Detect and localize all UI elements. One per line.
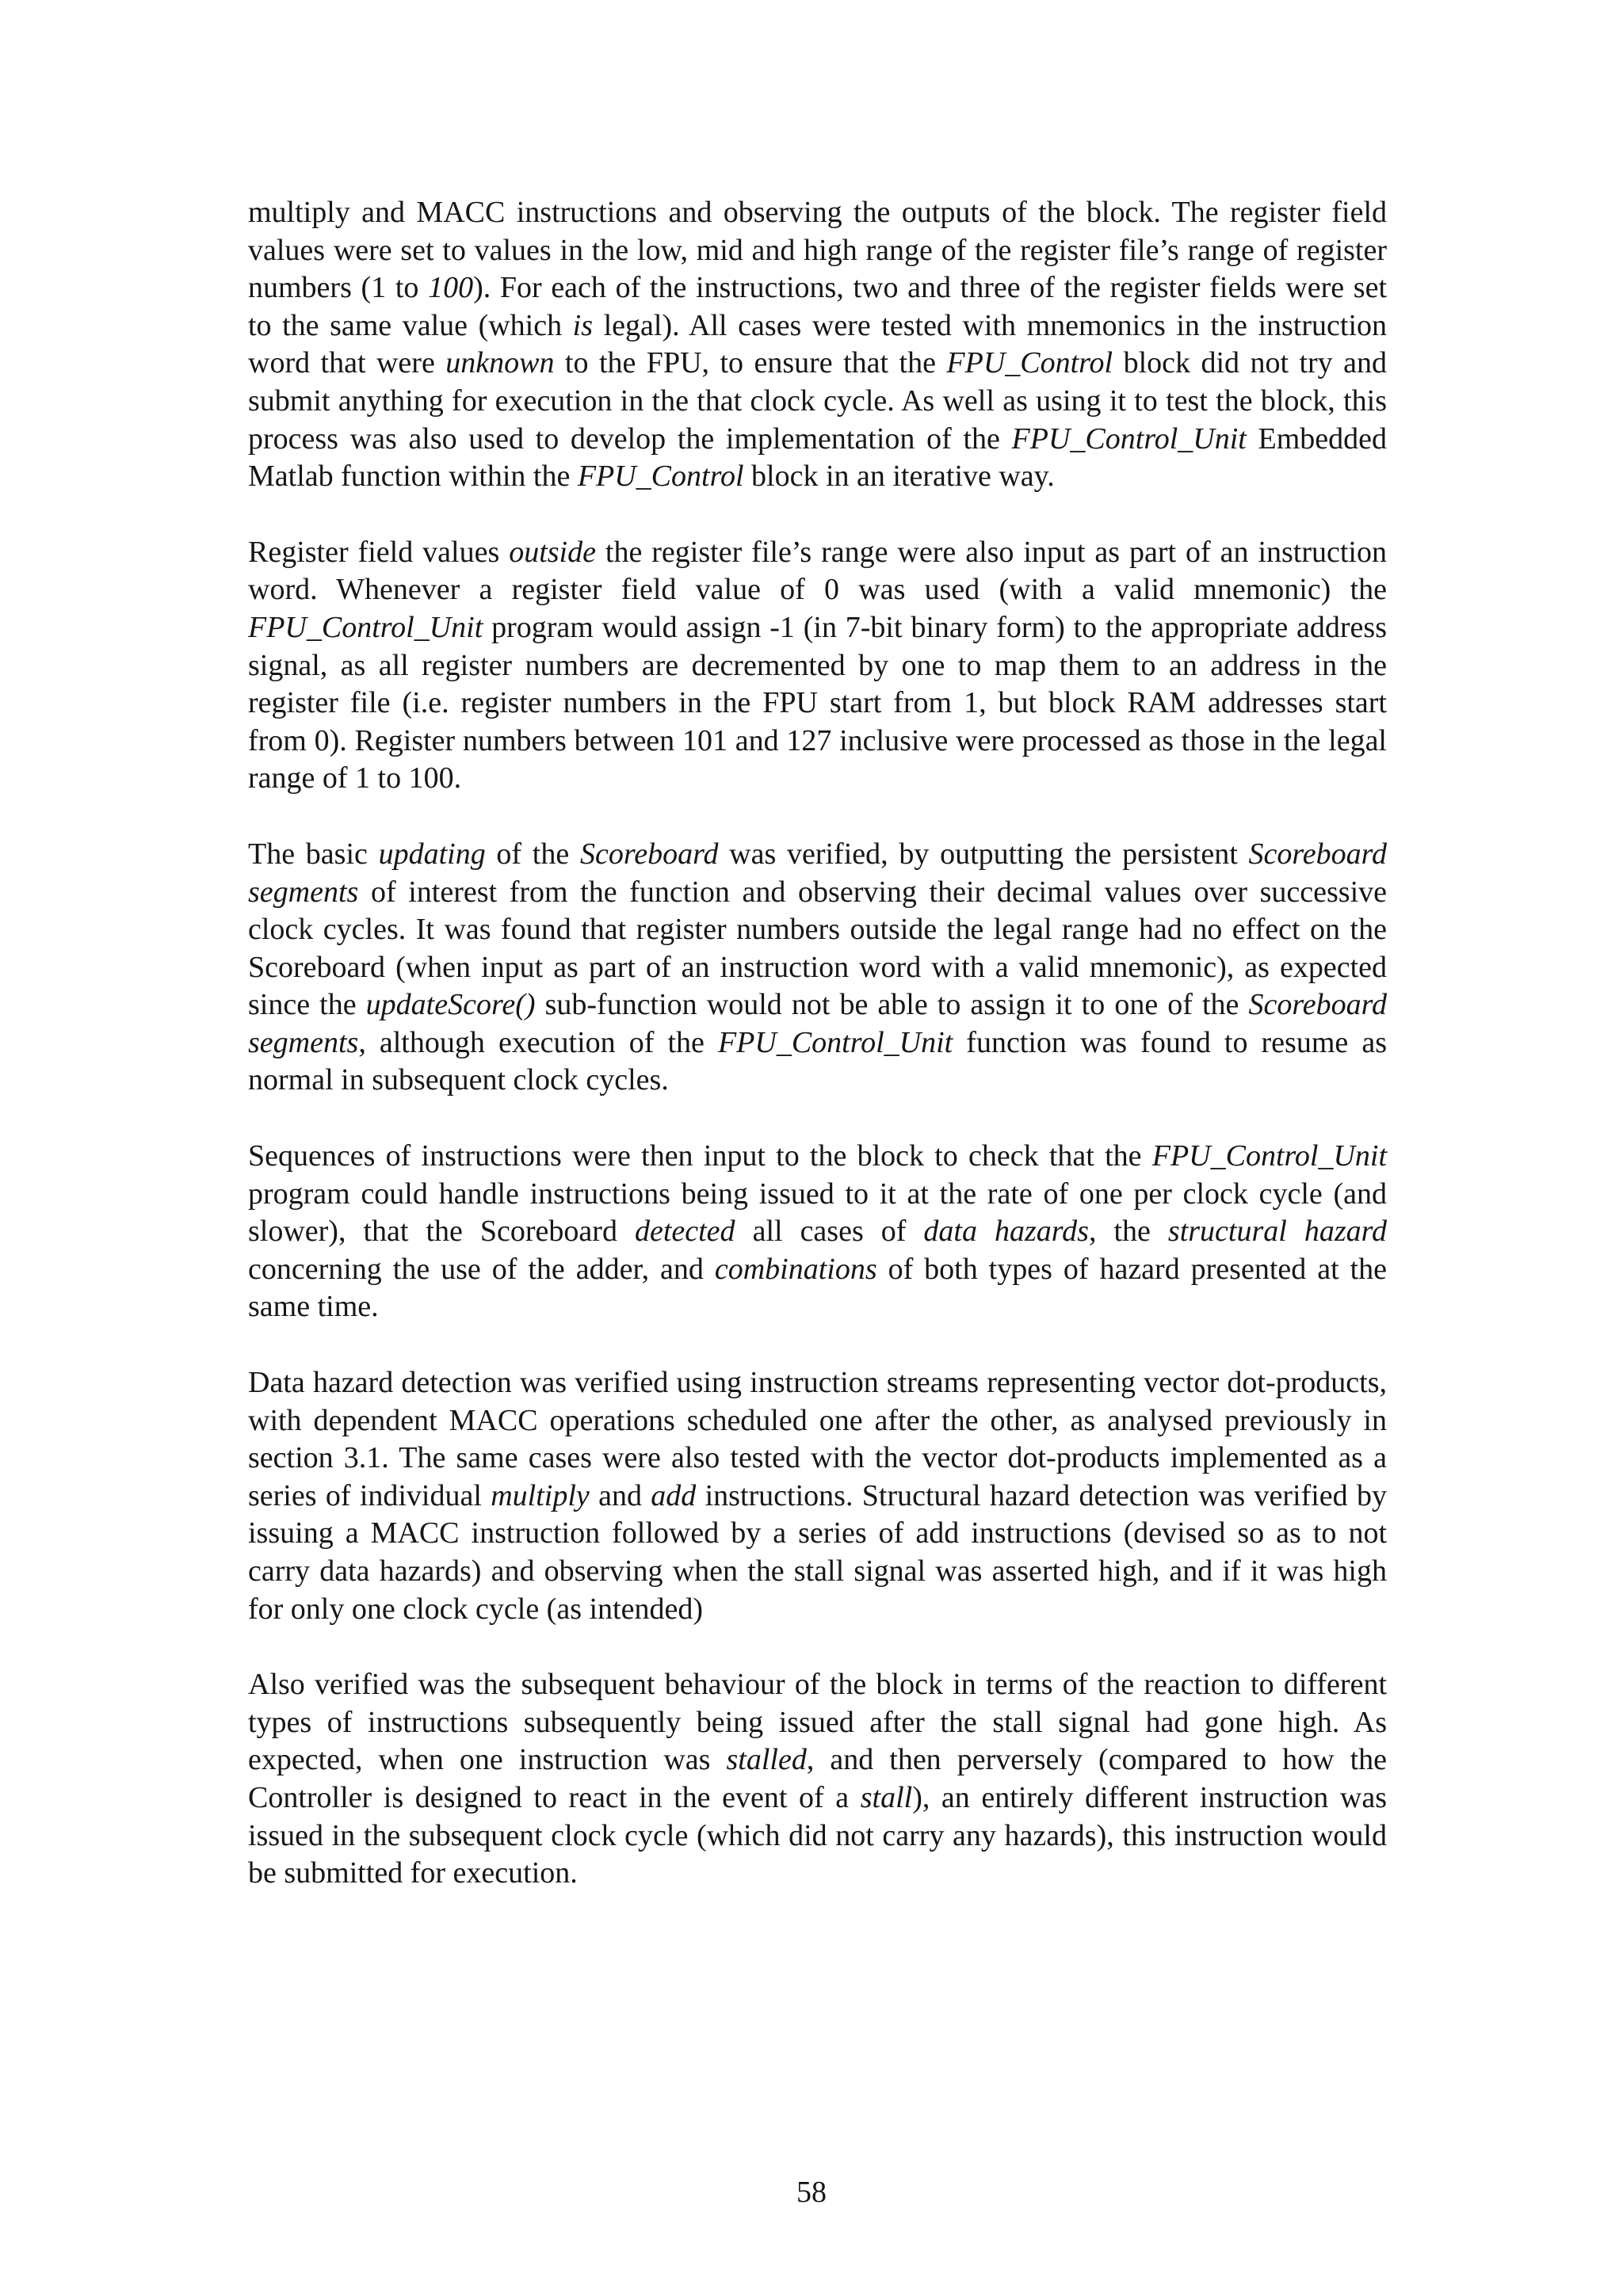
text-run: Embedded Matlab function within the xyxy=(248,421,1387,494)
italic-text-run: FPU_Control xyxy=(577,460,744,494)
italic-text-run: multiply xyxy=(491,1478,590,1512)
text-run: concerning the use of the adder, and xyxy=(248,1252,715,1286)
italic-text-run: structural hazard xyxy=(1167,1215,1387,1249)
text-run: , the xyxy=(1088,1215,1168,1249)
text-run: and xyxy=(589,1478,651,1512)
text-run: sub-function would not be able to assign it to one of the xyxy=(535,988,1249,1022)
italic-text-run: FPU_Control xyxy=(946,346,1113,380)
text-run: instructions. Structural hazard detection was verified by issuing a MACC instruction followed by a series of add instructions (devised so as to not carry data hazards) and observing when the stall signal was asserted high, and if it was high for only one clock cycle (as intended) xyxy=(248,1478,1387,1626)
text-run: program would assign -1 (in 7-bit binary form) to the appropriate address signal, as all register numbers are decremented by one to map them to an address in the register file (i.e. register numbers in the FPU start from 1, but block RAM addresses start from 0). Register numbers between 101 and 127 inclusive were processed as those in the legal range of 1 to 100. xyxy=(248,610,1387,795)
italic-text-run: stalled xyxy=(726,1743,807,1777)
italic-text-run: unknown xyxy=(445,346,555,380)
text-run: Data hazard detection was verified using instruction streams representing vector dot-products, with dependent MACC operations scheduled one after the other, as analysed previously in section 3.1. The same cases were also tested with the vector dot-products implemented as a series of individual xyxy=(248,1366,1387,1512)
text-run: block did not try and submit anything for execution in the that clock cycle. As well as using it to test the block, this process was also used to develop the implementation of the xyxy=(248,346,1387,456)
text-run: all cases of xyxy=(735,1215,924,1249)
text-run: multiply and MACC instructions and observing the outputs of the block. The register field values were set to values in the low, mid and high range of the register file’s range of register numbers (1 to xyxy=(248,196,1387,305)
text-run: Sequences of instructions were then input to the block to check that the xyxy=(248,1139,1152,1173)
italic-text-run: Scoreboard xyxy=(579,837,719,871)
text-run: the register file’s range were also input as part of an instruction word. Whenever a register field value of 0 was used (with a valid mnemonic) the xyxy=(248,535,1387,607)
text-run: program could handle instructions being issued to it at the rate of one per clock cycle (and slower), that the Scoreboard xyxy=(248,1177,1387,1249)
italic-text-run: data hazards xyxy=(923,1215,1089,1249)
text-run: Register field values xyxy=(248,535,510,569)
paragraph-5 xyxy=(248,1364,1387,1628)
text-run: function was found to resume as normal in subsequent clock cycles. xyxy=(248,1025,1387,1097)
text-run: legal). All cases were tested with mnemonics in the instruction word that were xyxy=(248,308,1387,380)
italic-text-run: FPU_Control_Unit xyxy=(248,610,483,644)
paragraph-3 xyxy=(248,836,1387,1100)
italic-text-run: updateScore() xyxy=(365,988,536,1022)
text-run: was verified, by outputting the persistent xyxy=(718,837,1249,871)
paragraph-4 xyxy=(248,1138,1387,1326)
italic-text-run: FPU_Control_Unit xyxy=(717,1025,953,1059)
text-run: , although execution of the xyxy=(358,1025,718,1059)
italic-text-run: Scoreboard segments xyxy=(248,837,1388,909)
paragraph-2 xyxy=(248,534,1387,798)
text-run: of the xyxy=(485,837,580,871)
italic-text-run: FPU_Control_Unit xyxy=(1151,1139,1387,1173)
italic-text-run: outside xyxy=(509,535,596,569)
italic-text-run: detected xyxy=(634,1215,735,1249)
italic-text-run: stall xyxy=(860,1780,913,1814)
paragraph-1 xyxy=(248,194,1387,496)
italic-text-run: 100 xyxy=(428,271,474,305)
italic-text-run: FPU_Control_Unit xyxy=(1011,421,1247,456)
italic-text-run: updating xyxy=(378,837,486,871)
text-run: block in an iterative way. xyxy=(743,460,1055,494)
italic-text-run: is xyxy=(572,308,594,342)
text-run: The basic xyxy=(248,837,379,871)
text-run: ), an entirely different instruction was issued in the subsequent clock cycle (which did not carry any hazards), this instruction would be submitted for execution. xyxy=(248,1780,1387,1890)
italic-text-run: add xyxy=(651,1478,697,1512)
paragraph-6 xyxy=(248,1666,1387,1893)
page-number: 58 xyxy=(796,2176,827,2209)
document-body xyxy=(248,194,1387,1931)
italic-text-run: combinations xyxy=(714,1252,877,1286)
text-run: to the FPU, to ensure that the xyxy=(554,346,947,380)
text-run: , and then perversely (compared to how the Controller is designed to react in the event of a xyxy=(248,1743,1387,1814)
text-run: Also verified was the subsequent behaviour of the block in terms of the reaction to different types of instructions subsequently being issued after the stall signal had gone high. As expected, when one instruction was xyxy=(248,1668,1387,1777)
text-run: of interest from the function and observing their decimal values over successive clock cycles. It was found that register numbers outside the legal range had no effect on the Scoreboard (when input as part of an instruction word with a valid mnemonic), as expected since the xyxy=(248,875,1387,1022)
text-run: ). For each of the instructions, two and three of the register fields were set to the same value (which xyxy=(248,271,1388,342)
text-run: of both types of hazard presented at the same time. xyxy=(248,1252,1387,1324)
italic-text-run: Scoreboard segments xyxy=(248,988,1387,1059)
